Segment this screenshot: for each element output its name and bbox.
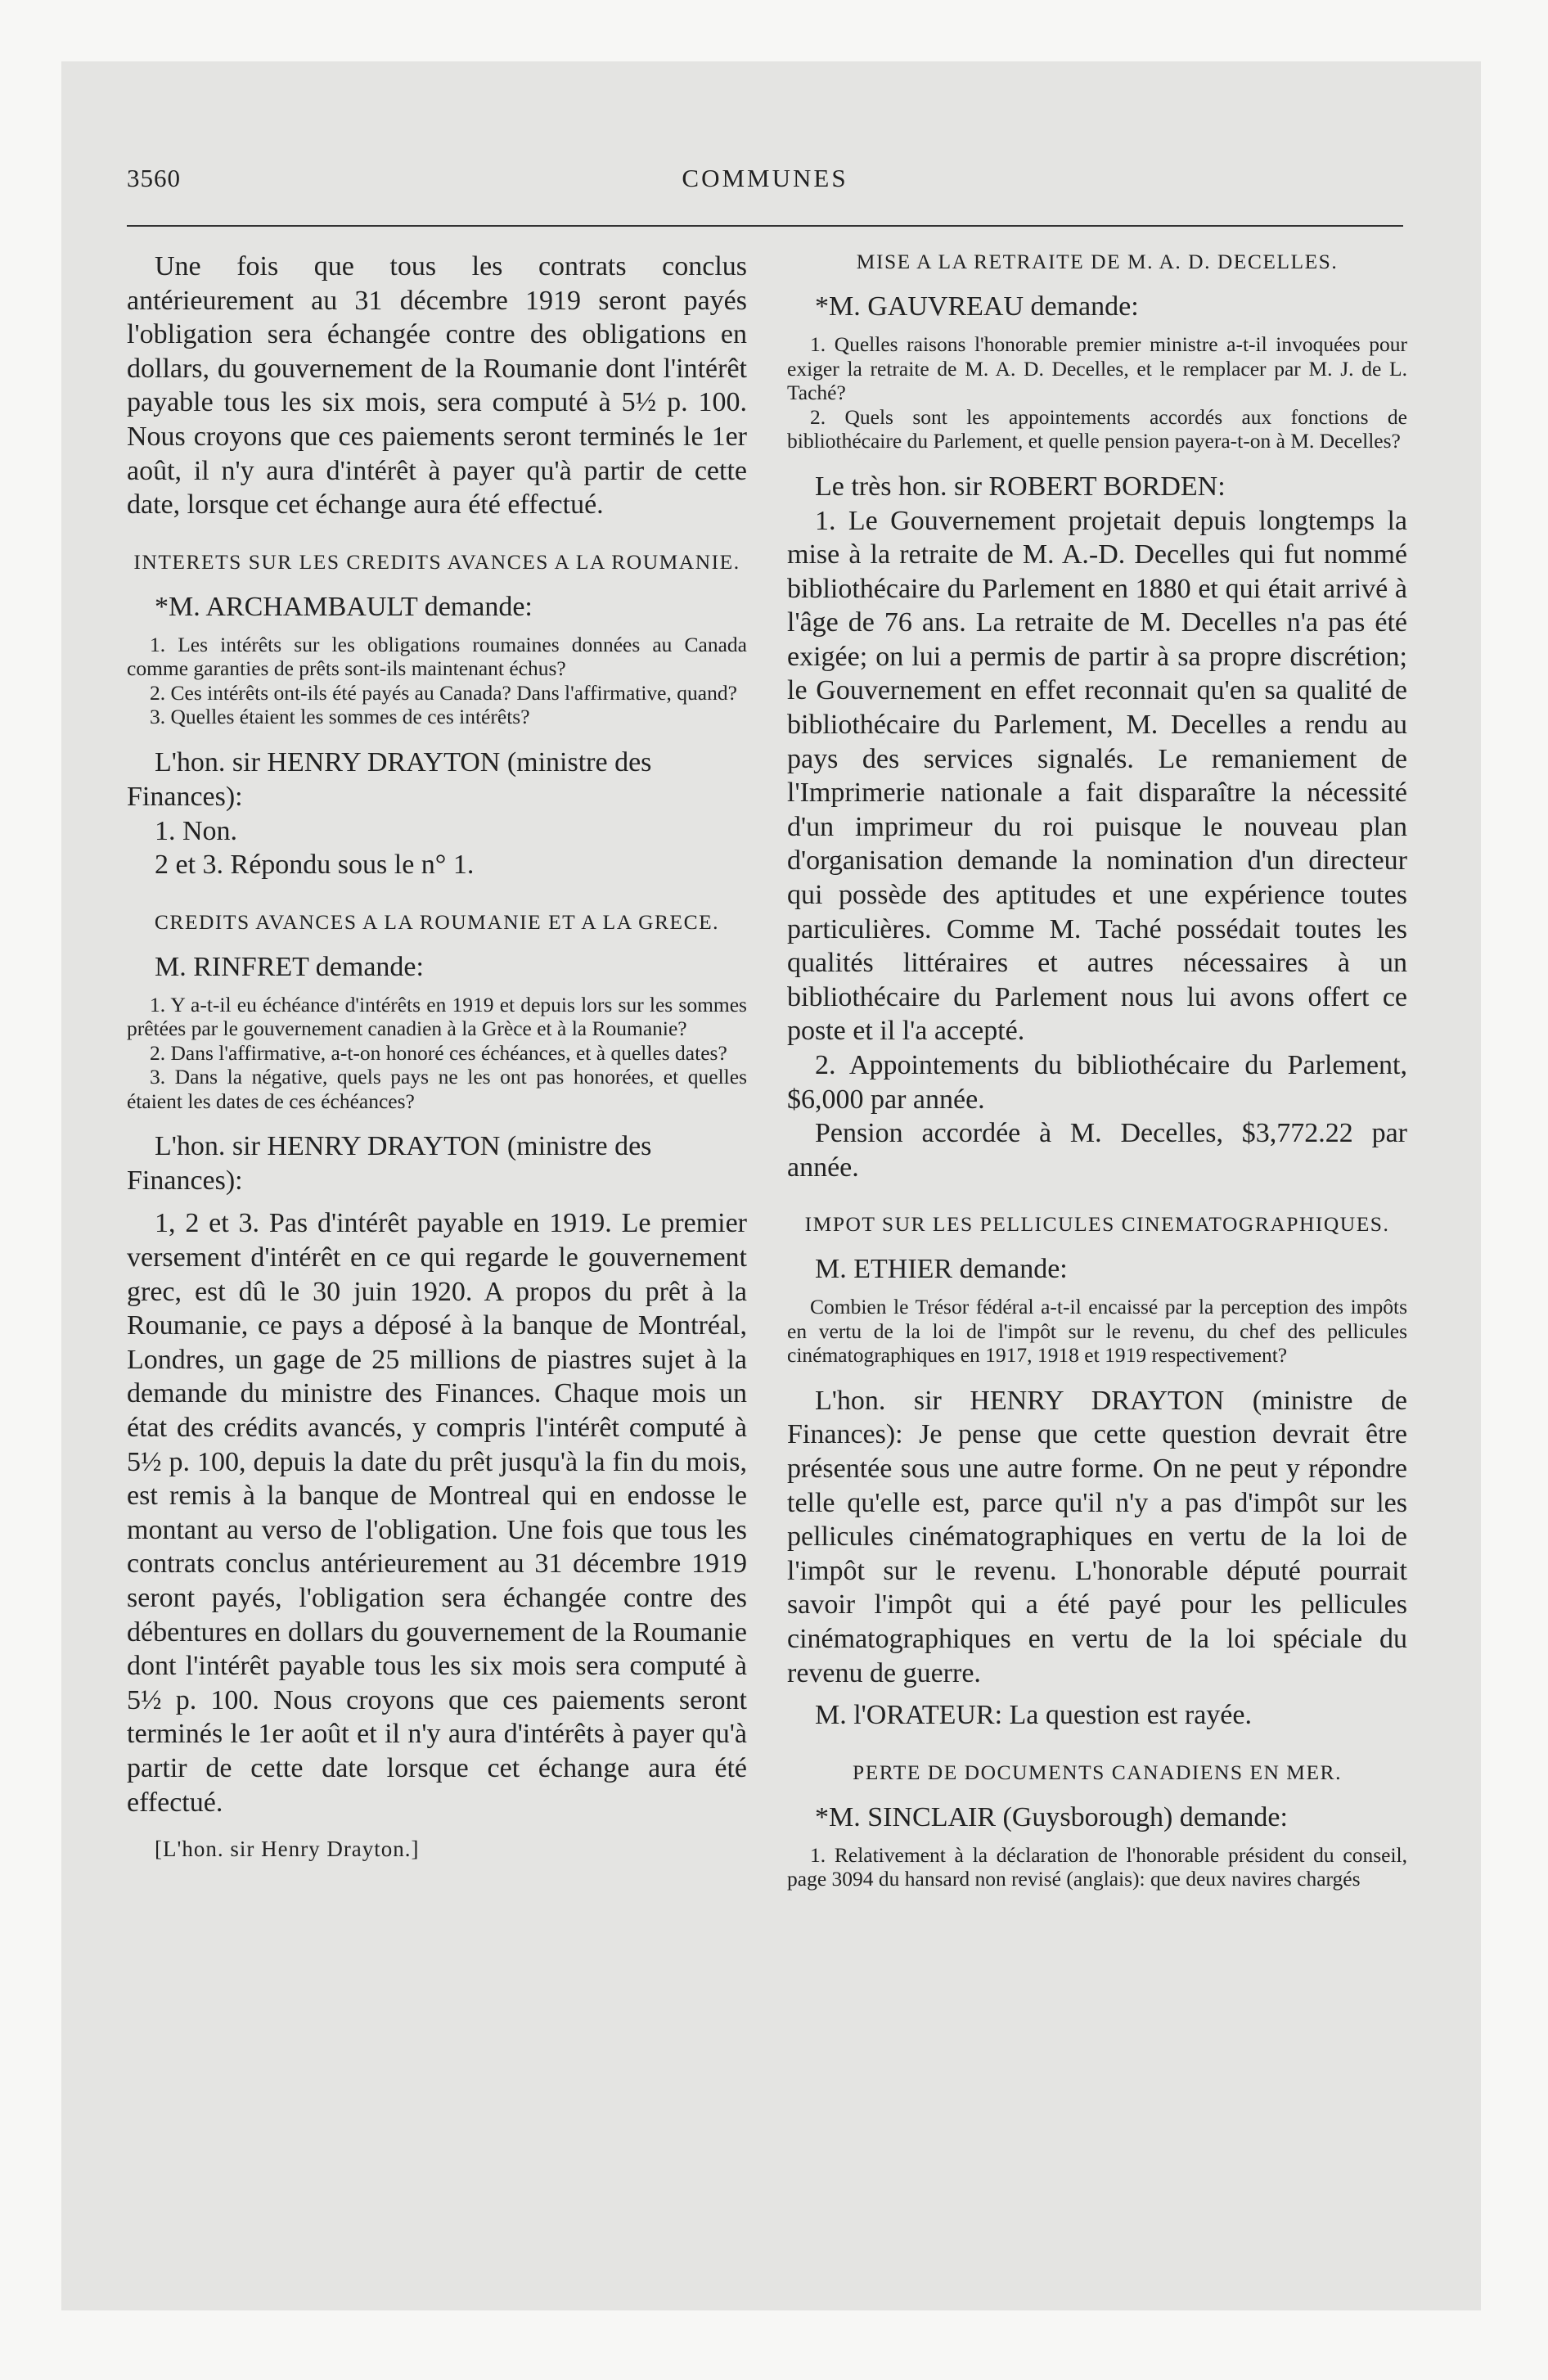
paragraph: L'hon. sir HENRY DRAYTON (ministre de Finances): Je pense que cette question devrait être présentée sous une autre forme. On ne peut y répondre telle qu'elle est, parce qu'il n'y a pas d'impôt sur les pellicules cinématographiques en vertu de la loi de l'impôt sur le revenu. L'honorable député pourrait savoir l'impôt qui a été payé pour les pellicules cinématographiques en vertu de la loi spéciale du revenu de guerre.	[787, 1385, 1407, 1688]
question: 3. Dans la négative, quels pays ne les ont pas honorées, et quelles étaient les dates de ces échéances?	[127, 1065, 747, 1113]
section-heading: MISE A LA RETRAITE DE M. A. D. DECELLES.	[856, 250, 1339, 273]
speaker-line: *M. ARCHAMBAULT demande:	[155, 591, 533, 622]
section-heading: INTERETS SUR LES CREDITS AVANCES A LA ROUMANIE.	[133, 549, 740, 574]
section-heading: IMPOT SUR LES PELLICULES CINEMATOGRAPHIQUES.	[804, 1212, 1390, 1237]
speaker-line: L'hon. sir HENRY DRAYTON (ministre des Finances):	[127, 1131, 652, 1197]
page-number: 3560	[127, 164, 181, 192]
question: 1. Relativement à la déclaration de l'honorable président du conseil, page 3094 du hansard non revisé (anglais): que deux navires chargés	[787, 1842, 1407, 1891]
speaker-line: M. ETHIER demande:	[815, 1254, 1068, 1285]
speaker-line: L'hon. sir HENRY DRAYTON (ministre des Finances):	[127, 746, 652, 812]
speaker-line: *M. SINCLAIR (Guysborough) demande:	[815, 1801, 1288, 1832]
paragraph: M. l'ORATEUR: La question est rayée.	[815, 1700, 1252, 1731]
speaker-line: M. RINFRET demande:	[155, 951, 424, 982]
question: 2. Quels sont les appointements accordés aux fonctions de bibliothécaire du Parlement, et quelle pension payera-t-on à M. Decelles?	[787, 404, 1407, 453]
paragraph: 1, 2 et 3. Pas d'intérêt payable en 1919. Le premier versement d'intérêt en ce qui regarde le gouvernement grec, est dû le 30 juin 1920. A propos du prêt à la Roumanie, ce pays a déposé à la banque de Montréal, Londres, un gage de 25 millions de piastres sujet à la demande du ministre des Finances. Chaque mois un état des crédits avancés, y compris l'intérêt computé à 5½ p. 100, depuis la date du prêt jusqu'à la fin du mois, est remis à la banque de Montreal qui en endosse le montant au verso de l'obligation. Une fois que tous les contrats conclus antérieurement au 31 décembre 1919 seront payés, l'obligation sera échangée contre des débentures en dollars du gouvernement de la Roumanie dont l'intérêt payable tous les six mois sera computé à 5½ p. 100. Nous croyons que ces paiements seront terminés le 1er août et il n'y aura d'intérêts à payer qu'à partir de cette date lorsque cet échange aura été effectué.	[127, 1208, 747, 1818]
paragraph: 1. Le Gouvernement projetait depuis longtemps la mise à la retraite de M. A.-D. Decelles qui fut nommé bibliothécaire du Parlement en 1880 et qui était arrivé à l'âge de 76 ans. La retraite de M. Decelles n'a pas été exigée; on lui a permis de partir à sa propre discrétion; le Gouvernement en effet reconnait qu'en sa qualité de bibliothécaire du Parlement, M. Decelles a rendu au pays des services signalés. Le remaniement de l'Imprimerie nationale a fait disparaître la nécessité d'un imprimeur du roi puisque le nouveau plan d'organisation demande la nomination d'un directeur qui possède des aptitudes et une expérience toutes particulières. Comme M. Taché possédait toutes les qualités littéraires et autres nécessaires à un bibliothécaire du Parlement nous lui avons offert ce poste et il l'a accepté.	[787, 505, 1407, 1047]
question: 2. Dans l'affirmative, a-t-on honoré ces échéances, et à quelles dates?	[150, 1040, 727, 1065]
running-head: COMMUNES	[682, 164, 848, 192]
answer: 2 et 3. Répondu sous le n° 1.	[155, 850, 475, 881]
header-rule	[127, 225, 1403, 227]
question: 3. Quelles étaient les sommes de ces intérêts?	[150, 705, 530, 729]
right-column	[787, 250, 1407, 1891]
paragraph: Une fois que tous les contrats conclus antérieurement au 31 décembre 1919 seront payés l'obligation sera échangée contre des obligations en dollars, du gouvernement de la Roumanie dont l'intérêt payable tous les six mois, sera computé à 5½ p. 100. Nous croyons que ces paiements seront terminés le 1er août, il n'y aura d'intérêt à payer qu'à partir de cette date, lorsque cet échange aura été effectué.	[127, 251, 747, 521]
question: 1. Les intérêts sur les obligations roumaines données au Canada comme garanties de prêts sont-ils maintenant échus?	[127, 632, 747, 681]
page-header	[127, 164, 1403, 213]
paragraph: Pension accordée à M. Decelles, $3,772.22 par année.	[787, 1118, 1407, 1183]
attribution: [L'hon. sir Henry Drayton.]	[155, 1837, 420, 1862]
question: 1. Quelles raisons l'honorable premier ministre a-t-il invoquées pour exiger la retraite de M. A. D. Decelles, et le remplacer par M. J. de L. Taché?	[787, 332, 1407, 404]
answer: 1. Non.	[155, 815, 238, 846]
speaker-line: *M. GAUVREAU demande:	[815, 291, 1139, 322]
paragraph: 2. Appointements du bibliothécaire du Parlement, $6,000 par année.	[787, 1050, 1407, 1115]
question: Combien le Trésor fédéral a-t-il encaissé par la perception des impôts en vertu de la loi de l'impôt sur le revenu, du chef des pellicules cinématographiques en 1917, 1918 et 1919 respectivement?	[787, 1295, 1407, 1368]
question: 1. Y a-t-il eu échéance d'intérêts en 1919 et depuis lors sur les sommes prêtées par le gouvernement canadien à la Grèce et à la Roumanie?	[127, 992, 747, 1041]
speaker-line: Le très hon. sir ROBERT BORDEN:	[815, 471, 1226, 502]
question: 2. Ces intérêts ont-ils été payés au Canada? Dans l'affirmative, quand?	[150, 680, 737, 705]
section-heading: PERTE DE DOCUMENTS CANADIENS EN MER.	[853, 1760, 1342, 1784]
section-heading: CREDITS AVANCES A LA ROUMANIE ET A LA GRECE.	[154, 909, 720, 934]
left-column	[127, 250, 747, 1862]
